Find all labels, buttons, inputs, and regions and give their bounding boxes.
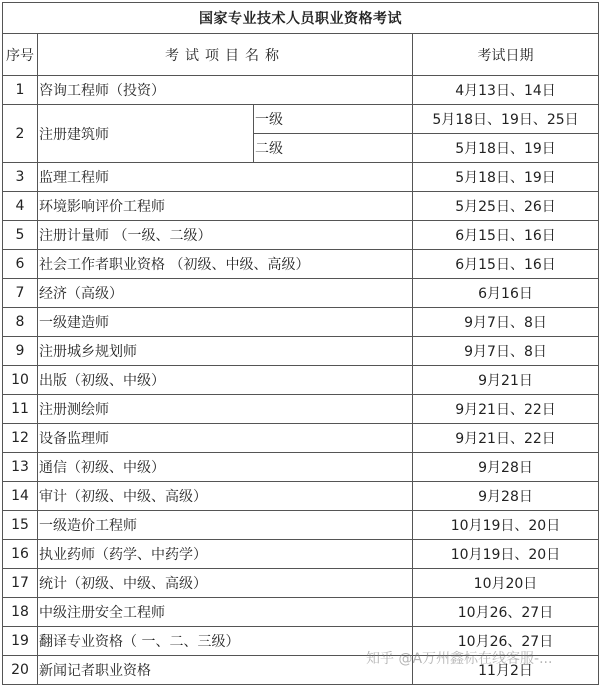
row-date: 9月21日	[413, 366, 599, 395]
row-level: 一级	[254, 105, 413, 134]
row-name: 新闻记者职业资格	[38, 656, 413, 685]
row-date: 4月13日、14日	[413, 76, 599, 105]
row-date: 9月28日	[413, 453, 599, 482]
row-date: 10月19日、20日	[413, 511, 599, 540]
table-row	[3, 366, 599, 395]
row-date: 5月25日、26日	[413, 192, 599, 221]
row-seq: 13	[3, 453, 38, 482]
table-row	[3, 482, 599, 511]
row-seq: 7	[3, 279, 38, 308]
table-row	[3, 221, 599, 250]
row-date: 9月21日、22日	[413, 424, 599, 453]
row-seq: 19	[3, 627, 38, 656]
row-seq: 17	[3, 569, 38, 598]
row-name: 咨询工程师（投资）	[38, 76, 413, 105]
row-name: 经济（高级）	[38, 279, 413, 308]
row-seq: 20	[3, 656, 38, 685]
row-date: 9月7日、8日	[413, 337, 599, 366]
row-name: 注册计量师 （一级、二级）	[38, 221, 413, 250]
table-row	[3, 598, 599, 627]
row-date: 6月15日、16日	[413, 250, 599, 279]
table-row	[3, 511, 599, 540]
row-name: 通信（初级、中级）	[38, 453, 413, 482]
table-row	[3, 656, 599, 685]
table-row	[3, 163, 599, 192]
table-row	[3, 250, 599, 279]
row-name: 出版（初级、中级）	[38, 366, 413, 395]
row-name: 一级建造师	[38, 308, 413, 337]
row-seq: 4	[3, 192, 38, 221]
row-name: 注册测绘师	[38, 395, 413, 424]
row-date: 10月19日、20日	[413, 540, 599, 569]
row-seq: 12	[3, 424, 38, 453]
row-seq: 9	[3, 337, 38, 366]
table-row	[3, 569, 599, 598]
row-date: 11月2日	[413, 656, 599, 685]
row-seq: 10	[3, 366, 38, 395]
row-seq: 16	[3, 540, 38, 569]
row-date: 10月20日	[413, 569, 599, 598]
row-name: 翻译专业资格（ 一、二、三级）	[38, 627, 413, 656]
row-date: 5月18日、19日	[413, 163, 599, 192]
row-date: 9月7日、8日	[413, 308, 599, 337]
table-row	[3, 192, 599, 221]
row-name: 设备监理师	[38, 424, 413, 453]
table-row	[3, 308, 599, 337]
row-seq: 3	[3, 163, 38, 192]
table-row	[3, 540, 599, 569]
row-name: 执业药师（药学、中药学）	[38, 540, 413, 569]
row-seq: 14	[3, 482, 38, 511]
exam-schedule-table	[2, 2, 599, 685]
title-row	[3, 3, 599, 34]
header-row	[3, 34, 599, 76]
row-seq: 5	[3, 221, 38, 250]
row-seq: 15	[3, 511, 38, 540]
watermark: 知乎 @A万州鑫标在线客服-...	[366, 651, 553, 667]
row-level: 二级	[254, 134, 413, 163]
table-row	[3, 279, 599, 308]
row-name: 一级造价工程师	[38, 511, 413, 540]
row-name: 注册建筑师	[38, 105, 254, 163]
row-name: 环境影响评价工程师	[38, 192, 413, 221]
row-date: 5月18日、19日	[413, 134, 599, 163]
row-date: 6月16日	[413, 279, 599, 308]
row-name: 监理工程师	[38, 163, 413, 192]
header-seq: 序号	[3, 34, 38, 76]
row-date: 9月21日、22日	[413, 395, 599, 424]
row-seq: 2	[3, 105, 38, 163]
row-date: 5月18日、19日、25日	[413, 105, 599, 134]
row-seq: 18	[3, 598, 38, 627]
table-row	[3, 105, 599, 134]
row-name: 审计（初级、中级、高级）	[38, 482, 413, 511]
table-row	[3, 424, 599, 453]
row-seq: 11	[3, 395, 38, 424]
row-seq: 1	[3, 76, 38, 105]
table-row	[3, 453, 599, 482]
row-seq: 6	[3, 250, 38, 279]
table-title: 国家专业技术人员职业资格考试	[3, 3, 599, 34]
header-date: 考试日期	[413, 34, 599, 76]
row-seq: 8	[3, 308, 38, 337]
table-row	[3, 76, 599, 105]
row-name: 社会工作者职业资格 （初级、中级、高级）	[38, 250, 413, 279]
row-name: 统计（初级、中级、高级）	[38, 569, 413, 598]
header-name: 考试项目名称	[38, 34, 413, 76]
table-row	[3, 627, 599, 656]
row-date: 10月26、27日	[413, 627, 599, 656]
table-row	[3, 337, 599, 366]
row-date: 6月15日、16日	[413, 221, 599, 250]
row-date: 9月28日	[413, 482, 599, 511]
table-row	[3, 395, 599, 424]
row-date: 10月26、27日	[413, 598, 599, 627]
row-name: 中级注册安全工程师	[38, 598, 413, 627]
row-name: 注册城乡规划师	[38, 337, 413, 366]
